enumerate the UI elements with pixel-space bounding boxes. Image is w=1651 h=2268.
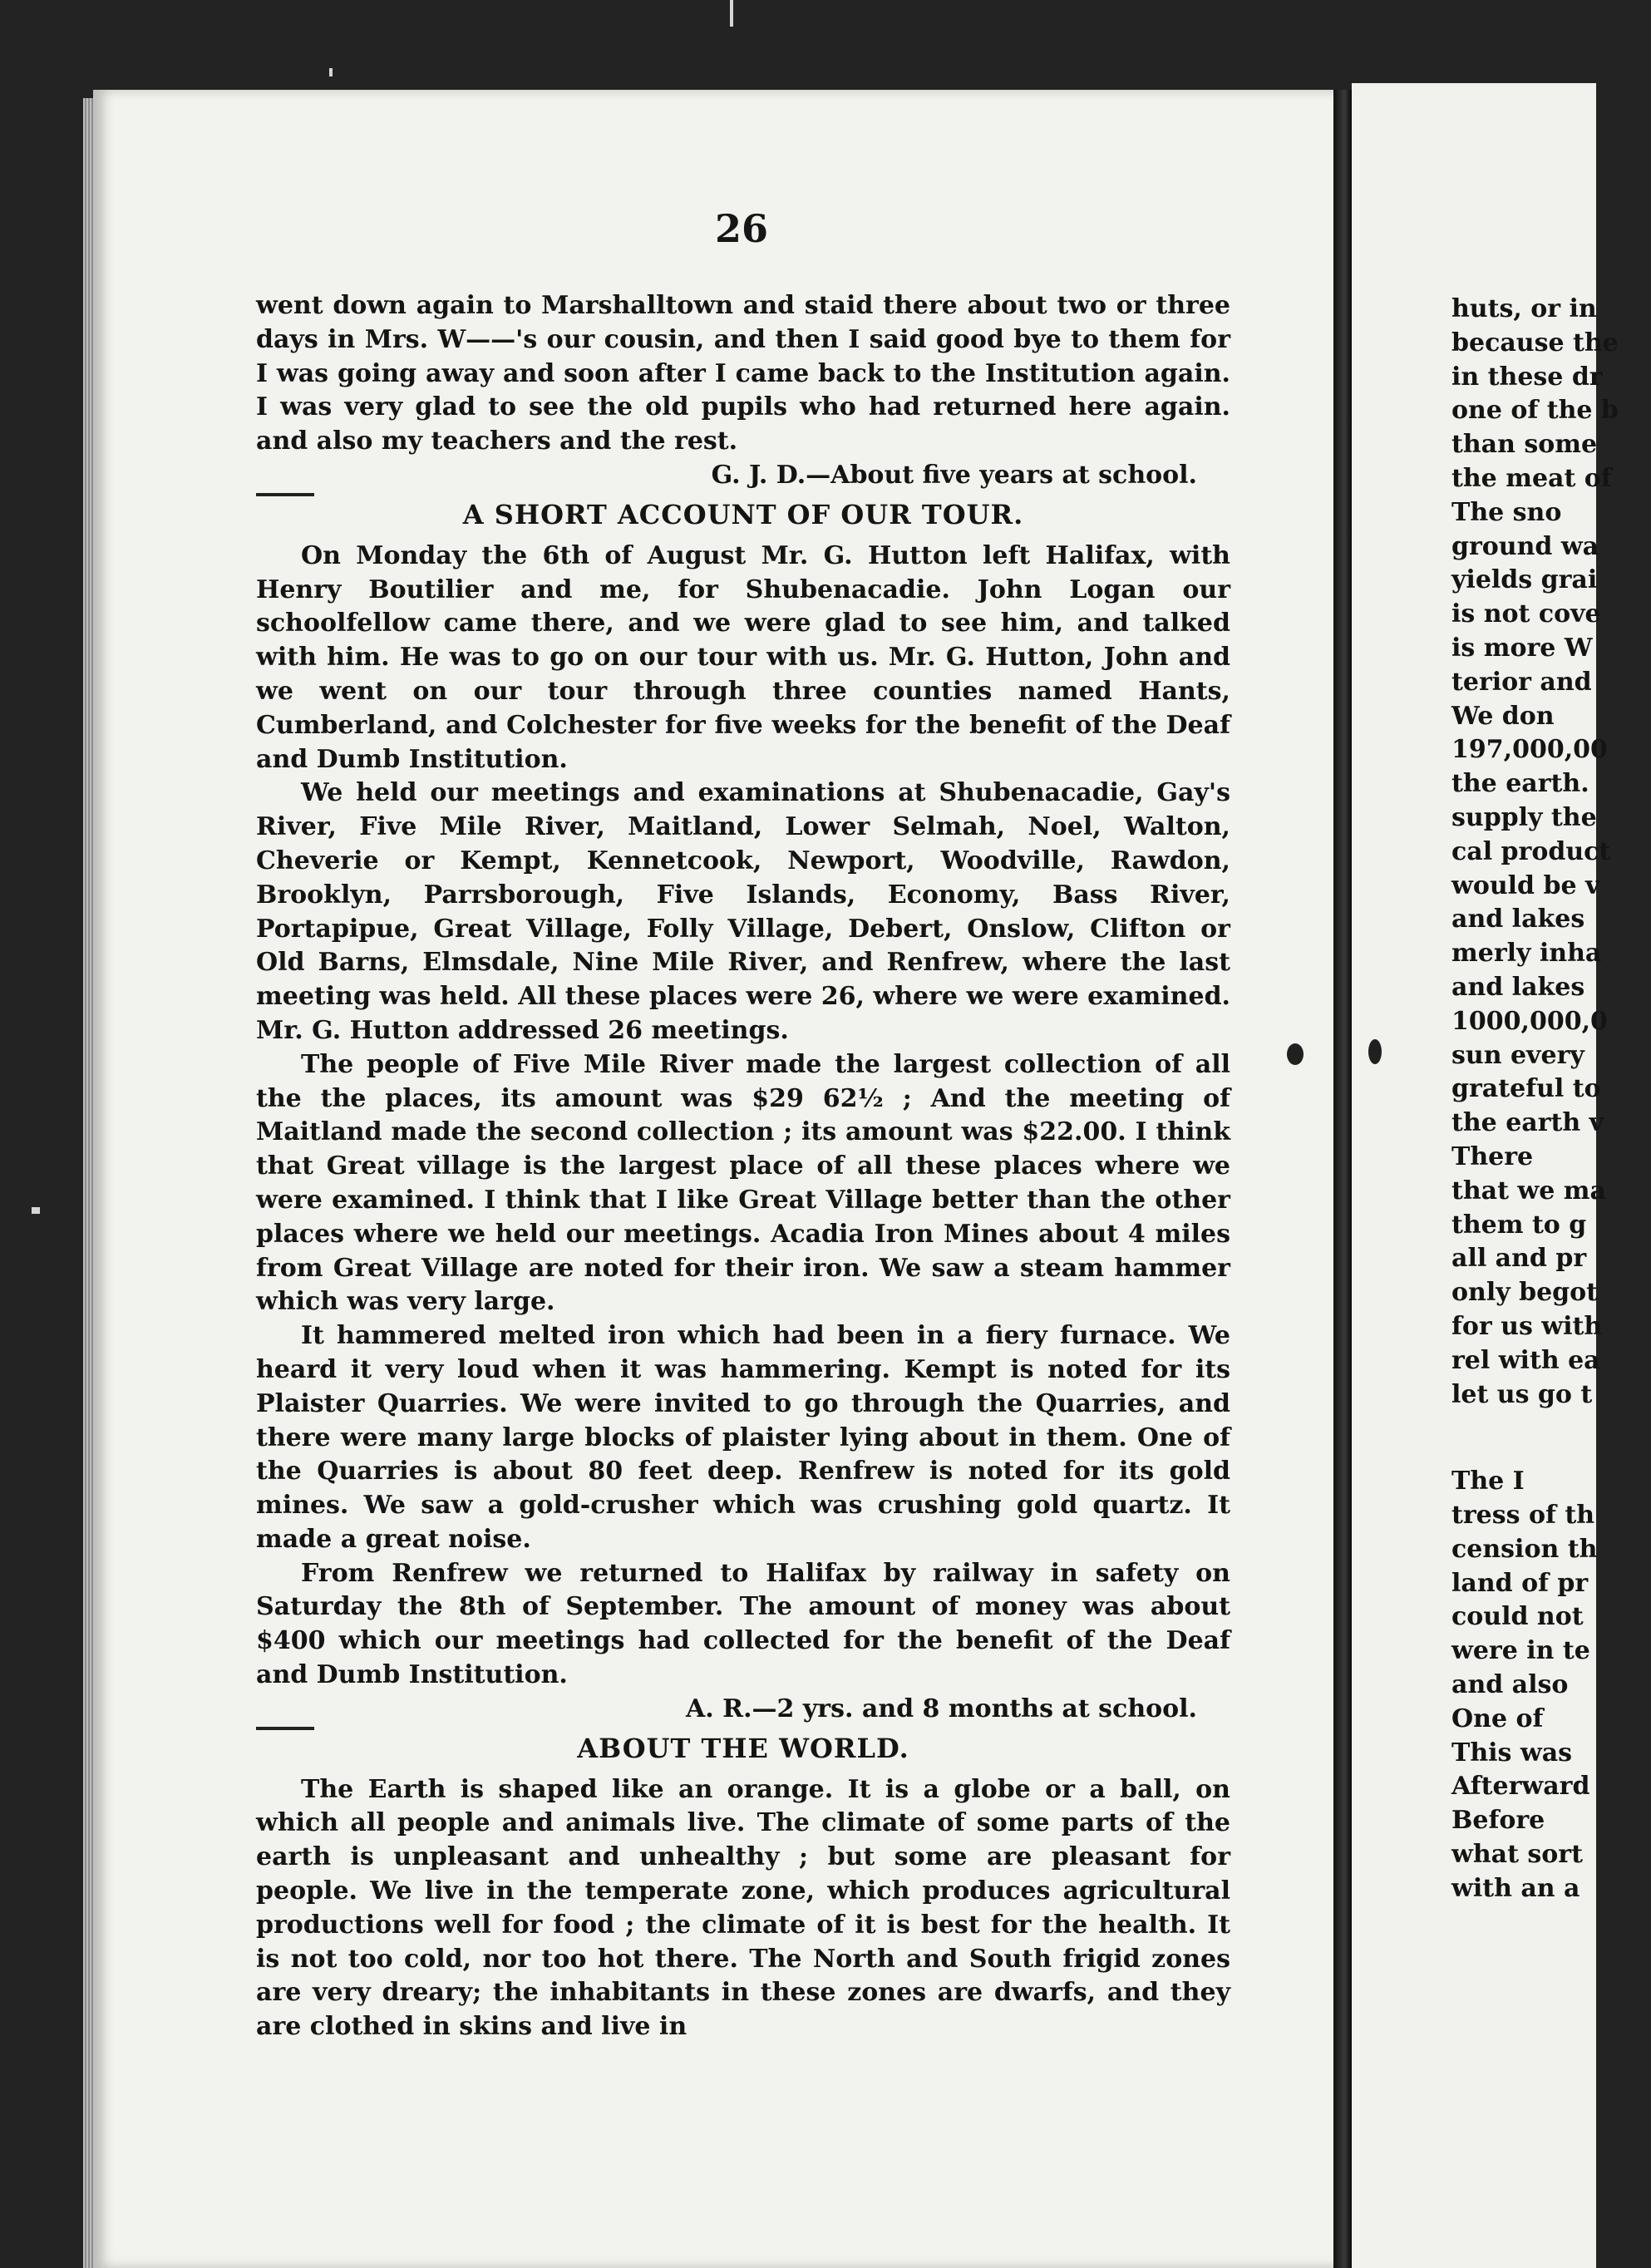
right-page-line: one of the b bbox=[1451, 396, 1619, 426]
signature-ar: A. R.—2 yrs. and 8 months at school. bbox=[686, 1694, 1197, 1723]
right-page-line: than some bbox=[1451, 430, 1598, 460]
right-page-line: what sort bbox=[1451, 1840, 1583, 1870]
tour-paragraph: We held our meetings and examinations at Shubenacadie, Gay's River, Five Mile River, Maitland, Lower Selmah, Noel, Walton, Cheverie or Kempt, Kennetcook, Newport, Woodville, Rawdon, Brooklyn, Parrsborough, Five Islands, Economy, Bass River, Portapipue, Great Village, Folly Village, Debert, Onslow, Clifton or Old Barns, Elmsdale, Nine Mile River, and Renfrew, where the last meeting was held. All these places were 26, where we were examined. Mr. G. Hutton addressed 26 meetings. bbox=[256, 778, 1230, 1045]
ink-blot bbox=[1287, 1043, 1304, 1065]
right-page-line: would be v bbox=[1451, 870, 1600, 900]
right-page-line: rel with ea bbox=[1451, 1345, 1600, 1375]
right-page-line: Before bbox=[1451, 1806, 1545, 1836]
world-paragraph: The Earth is shaped like an orange. It is a globe or a ball, on which all people and animals live. The climate of some parts of the earth is unpleasant and unhealthy ; but some are pleasant for people. We live in the temperate zone, which produces agricultural productions well for food ; the climate of it is best for the health. It is not too cold, nor too hot there. The North and South frigid zones are very dreary; the inhabitants in these zones are dwarfs, and they are clothed in skins and live in bbox=[256, 1774, 1230, 2042]
right-page-lines-bottom bbox=[1451, 1465, 1651, 1906]
right-page-line: the earth. bbox=[1451, 769, 1589, 799]
right-page-line: cension th bbox=[1451, 1534, 1598, 1564]
right-page-line: This was bbox=[1451, 1738, 1573, 1768]
right-page-line: the meat of bbox=[1451, 463, 1612, 493]
page-number: 26 bbox=[715, 206, 769, 251]
right-page-line: that we ma bbox=[1451, 1176, 1606, 1205]
tour-paragraph: The people of Five Mile River made the largest collection of all the the places, its amount was $29 62½ ; And the meeting of Maitland made the second collection ; its amount was $22.00. I think that Great village is the largest place of all these places where we were examined. I think that I like Great Village better than the other places where we held our meetings. Acadia Iron Mines about 4 miles from Great Village are noted for their iron. We saw a steam hammer which was very large. bbox=[256, 1049, 1230, 1317]
opening-paragraph: went down again to Marshalltown and staid there about two or three days in Mrs. W——'s our cousin, and then I said good bye to them for I was going away and soon after I came back to the Institution again. I was very glad to see the old pupils who had returned here again. and also my teachers and the rest. bbox=[256, 291, 1230, 456]
opening-section bbox=[256, 289, 1230, 2044]
right-page-line: merly inha bbox=[1451, 939, 1602, 969]
right-page-line: only begot bbox=[1451, 1278, 1599, 1308]
right-page-line: and also bbox=[1451, 1670, 1569, 1700]
right-page-line: yields grai bbox=[1451, 565, 1598, 595]
right-page-line: in these dr bbox=[1451, 362, 1603, 392]
right-page-line: and lakes bbox=[1451, 905, 1585, 934]
right-page-line: with an a bbox=[1451, 1873, 1580, 1903]
right-page-line: sun every bbox=[1451, 1040, 1584, 1070]
right-page-line: terior and bbox=[1451, 667, 1592, 697]
right-page bbox=[1352, 83, 1619, 2268]
right-page-line: land of pr bbox=[1451, 1568, 1589, 1598]
right-page-line: grateful to bbox=[1451, 1074, 1601, 1104]
right-page-line: is not cove bbox=[1451, 599, 1601, 629]
book-gutter bbox=[1333, 90, 1352, 2268]
right-page-line: There bbox=[1451, 1141, 1534, 1171]
right-page-line: tress of th bbox=[1451, 1501, 1595, 1531]
right-page-line: The I bbox=[1451, 1467, 1525, 1496]
right-page-text bbox=[1451, 293, 1651, 1906]
signature-gjd: G. J. D.—About five years at school. bbox=[711, 460, 1197, 490]
right-page-line: huts, or in bbox=[1451, 294, 1597, 323]
tour-paragraph: From Renfrew we returned to Halifax by railway in safety on Saturday the 8th of September. The amount of money was about $400 which our meetings had collected for the benefit of the Deaf and Dumb Institution. bbox=[256, 1558, 1230, 1690]
right-page-line: One of bbox=[1451, 1703, 1544, 1733]
ink-blot bbox=[1368, 1039, 1382, 1064]
scan-speck bbox=[730, 0, 733, 27]
tour-paragraph: It hammered melted iron which had been in a fiery furnace. We heard it very loud when it was hammering. Kempt is noted for its Plaister Quarries. We were invited to go through the Quarries, and there were many large blocks of plaister lying about in them. One of the Quarries is about 80 feet deep. Renfrew is noted for its gold mines. We saw a gold-crusher which was crushing gold quartz. It made a great noise. bbox=[256, 1321, 1230, 1554]
right-page-line: the earth v bbox=[1451, 1108, 1604, 1138]
right-page-line: could not bbox=[1451, 1602, 1584, 1632]
scan-speck bbox=[329, 68, 333, 76]
right-page-line: were in te bbox=[1451, 1636, 1590, 1666]
right-page-line: and lakes bbox=[1451, 972, 1585, 1002]
right-page-line: them to g bbox=[1451, 1210, 1587, 1240]
right-page-line: because the bbox=[1451, 328, 1619, 357]
right-page-line: all and pr bbox=[1451, 1244, 1587, 1274]
right-page-line: We don bbox=[1451, 701, 1555, 731]
right-page-line: supply the bbox=[1451, 802, 1597, 832]
tour-paragraph: On Monday the 6th of August Mr. G. Hutton left Halifax, with Henry Boutilier and me, for Shubenacadie. John Logan our schoolfellow came there, and we were glad to see him, and talked with him. He was to go on our tour with us. Mr. G. Hutton, John and we went on our tour through three counties named Hants, Cumberland, and Colchester for five weeks for the benefit of the Deaf and Dumb Institution. bbox=[256, 540, 1230, 774]
scan-speck bbox=[32, 1207, 40, 1214]
right-page-lines-top bbox=[1451, 293, 1651, 1412]
right-page-line: ground wa bbox=[1451, 531, 1599, 561]
right-page-line: 197,000,00 bbox=[1451, 735, 1608, 765]
right-page-line: is more W bbox=[1451, 633, 1593, 663]
right-page-line: let us go t bbox=[1451, 1379, 1593, 1409]
right-page-gap bbox=[1451, 1412, 1651, 1465]
heading-about-the-world: ABOUT THE WORLD. bbox=[577, 1732, 909, 1764]
right-page-line: 1000,000,0 bbox=[1451, 1006, 1608, 1036]
right-page-line: cal product bbox=[1451, 836, 1611, 866]
right-page-line: The sno bbox=[1451, 497, 1562, 527]
right-page-line: for us with bbox=[1451, 1311, 1603, 1341]
right-page-line: Afterward bbox=[1451, 1772, 1590, 1802]
heading-short-account: A SHORT ACCOUNT OF OUR TOUR. bbox=[462, 498, 1024, 530]
